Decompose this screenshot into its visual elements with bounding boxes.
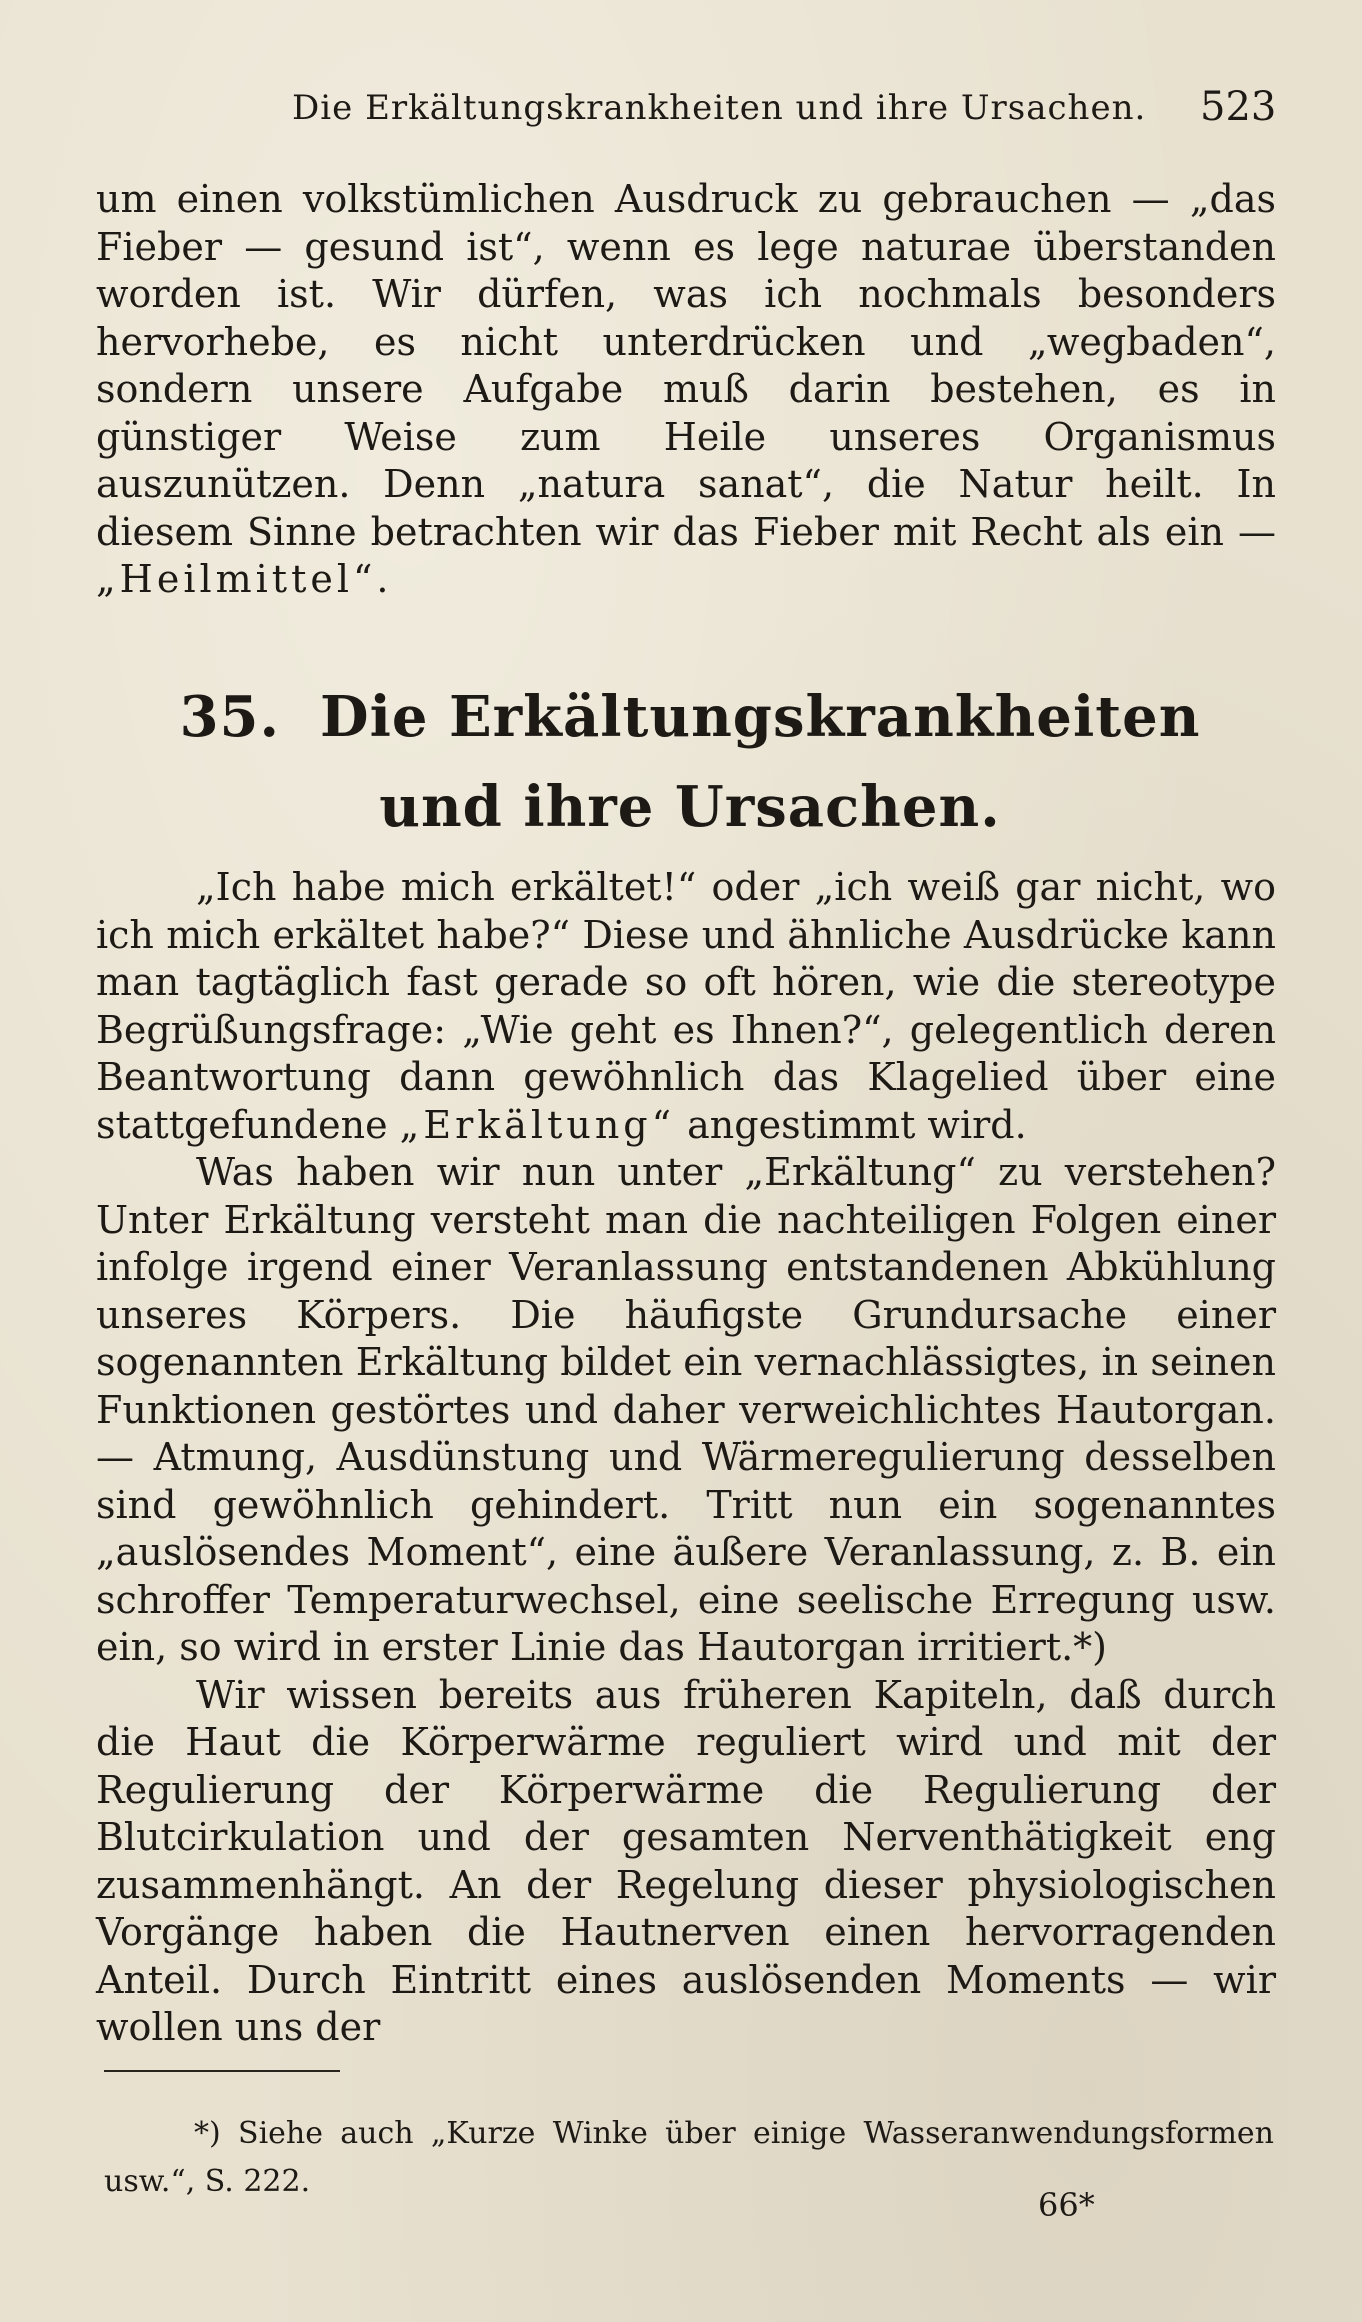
paragraph-1-end: angestimmt wird. [675,1102,1027,1147]
paragraph-1-emphasis: „Erkältung“ [399,1102,676,1147]
footnote-text: Siehe auch „Kurze Winke über einige Wasseranwendungsformen usw.“, S. 222. [104,2116,1274,2199]
chapter-number: 35. [179,684,280,750]
emphasized-word: „Heilmittel“. [96,557,393,601]
footnote-divider [104,2070,340,2072]
page-number: 523 [1200,84,1277,130]
paragraph-2 [96,1149,1276,1672]
chapter-body [96,864,1276,2052]
footnote [104,2110,1274,2206]
paragraph-body: um einen volkstümlichen Ausdruck zu gebrauchen — „das Fieber — gesund ist“, wenn es lege naturae überstanden worden ist. Wir dürfen, was ich nochmals besonders hervorhebe, es nicht unterdrücken und „wegbaden“, sondern unsere Aufgabe muß darin bestehen, es in günstiger Weise zum Heile unseres Organismus auszunützen. Denn „natura sanat“, die Natur heilt. In diesem Sinne betrachten wir das Fieber mit Recht als ein — [96,177,1276,554]
running-head-title: Die Erkältungskrankheiten und ihre Ursachen. [292,88,1147,128]
chapter-heading [140,672,1240,852]
paragraph-1-text: „Ich habe mich erkältet!“ oder „ich weiß gar nicht, wo ich mich erkältet habe?“ Diese und ähnliche Ausdrücke kann man tagtäglich fast gerade so oft hören, wie die stereotype Begrüßungsfrage: „Wie geht es Ihnen?“, gelegentlich deren Beantwortung dann gewöhnlich das Klagelied über eine stattgefundene [96,865,1276,1147]
signature-mark: 66* [1038,2186,1095,2224]
chapter-title: Die Erkältungskrankheiten und ihre Ursachen. [320,684,1201,840]
paragraph-text [96,176,1276,604]
paragraph-3 [96,1672,1276,2052]
paragraph-3-text: Wir wissen bereits aus früheren Kapiteln, daß durch die Haut die Körperwärme reguliert wird und mit der Regulierung der Körperwärme die Regulierung der Blutcirkulation und der gesamten Nerventhätigkeit eng zusammenhängt. An der Regelung dieser physiologischen Vorgänge haben die Hautnerven einen hervorragenden Anteil. Durch Eintritt eines auslösenden Moments — wir wollen uns der [96,1672,1276,2049]
paragraph-1 [96,864,1276,1149]
paragraph-2-text: Was haben wir nun unter „Erkältung“ zu verstehen? Unter Erkältung versteht man die nachteiligen Folgen einer infolge irgend einer Veranlassung entstandenen Abkühlung unseres Körpers. Die häufigste Grundursache einer sogenannten Erkältung bildet ein vernachlässigtes, in seinen Funktionen gestörtes und daher verweichlichtes Hautorgan. — Atmung, Ausdünstung und Wärmeregulierung desselben sind gewöhnlich gehindert. Tritt nun ein sogenanntes „auslösendes Moment“, eine äußere Veranlassung, z. B. ein schroffer Temperaturwechsel, eine seelische Erregung usw. ein, so wird in erster Linie das Hautorgan irritiert.*) [96,1150,1276,1669]
continued-paragraph [96,176,1276,604]
footnote-marker: *) [194,2116,221,2151]
